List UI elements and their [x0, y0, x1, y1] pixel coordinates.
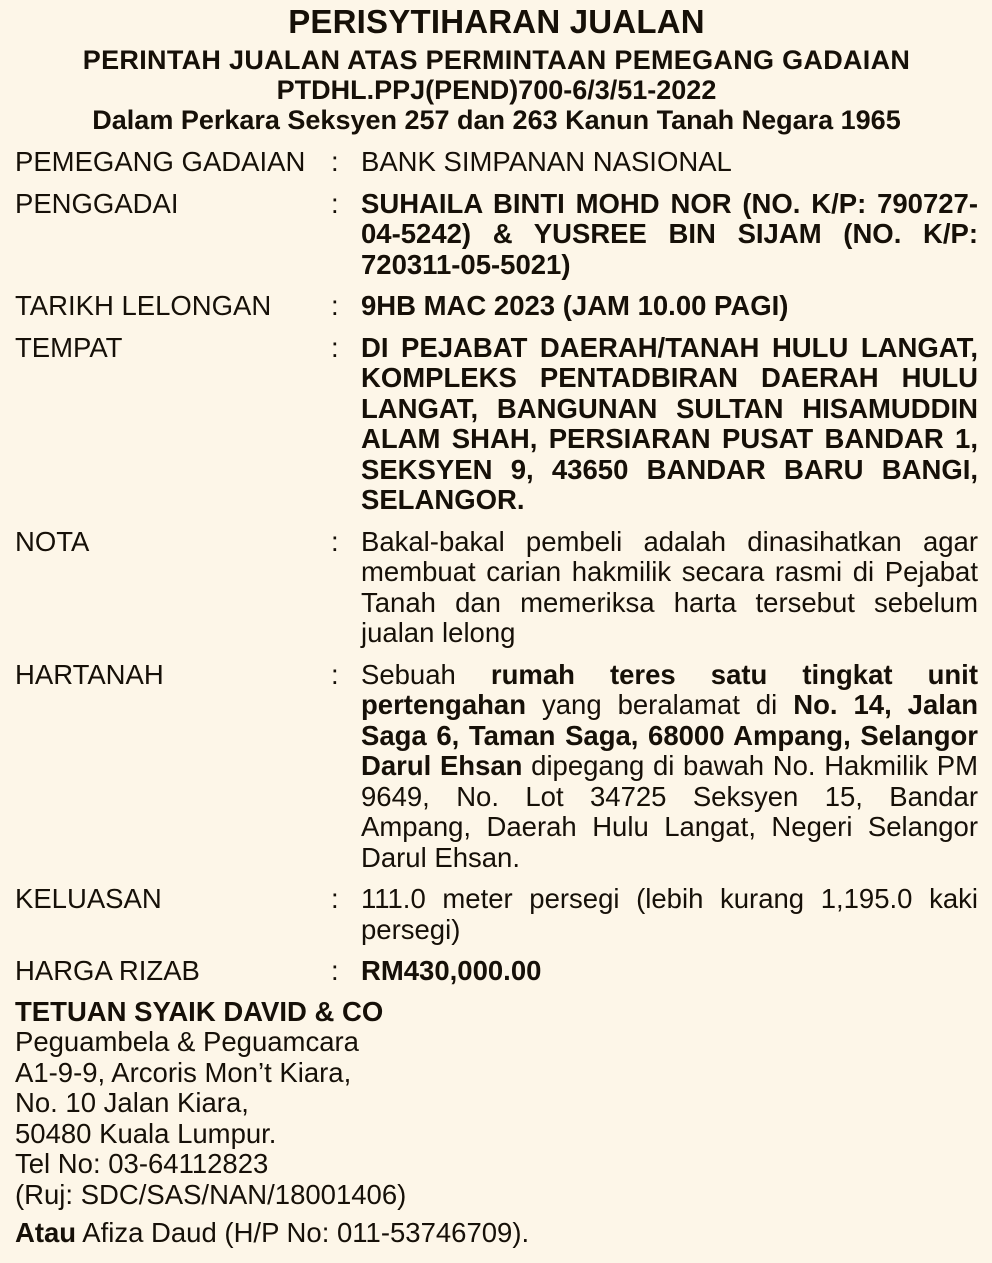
chargor-label: PENGGADAI	[15, 187, 179, 219]
area-label: KELUASAN	[15, 883, 162, 914]
solicitor-address-line3: 50480 Kuala Lumpur.	[15, 1117, 277, 1149]
row-auction-date	[15, 291, 978, 322]
solicitor-reference: (Ruj: SDC/SAS/NAN/18001406)	[15, 1178, 407, 1210]
venue-label: TEMPAT	[15, 331, 123, 363]
separator: :	[331, 525, 339, 557]
property-type: rumah teres satu tingkat unit pertengahan	[361, 658, 978, 720]
property-text-intro: Sebuah	[361, 658, 491, 690]
property-text-address-intro: yang beralamat di	[526, 689, 794, 720]
row-chargor	[15, 189, 978, 281]
solicitor-address-line2: No. 10 Jalan Kiara,	[15, 1087, 249, 1118]
separator: :	[331, 290, 339, 321]
row-area	[15, 884, 978, 945]
note-value: Bakal-bakal pembeli adalah dinasihatkan agar membuat carian hakmilik secara rasmi di Pejabat Tanah dan memeriksa harta tersebut sebelum jualan lelong	[361, 525, 978, 648]
solicitor-address-line1: A1-9-9, Arcoris Mon’t Kiara,	[15, 1056, 352, 1088]
details-list	[15, 147, 978, 987]
alternate-contact-prefix: Atau	[15, 1217, 77, 1248]
row-reserve-price	[15, 956, 978, 987]
solicitor-role: Peguambela & Peguamcara	[15, 1026, 359, 1057]
row-chargee	[15, 147, 978, 178]
separator: :	[331, 331, 339, 363]
solicitor-tel: Tel No: 03-64112823	[15, 1148, 269, 1179]
note-label: NOTA	[15, 525, 90, 557]
alternate-contact-text: Afiza Daud (H/P No: 011-53746709).	[76, 1217, 530, 1248]
reserve-price-value: RM430,000.00	[361, 955, 542, 986]
separator: :	[331, 146, 339, 177]
chargee-label: PEMEGANG GADAIAN	[15, 146, 306, 177]
separator: :	[331, 955, 339, 986]
property-label: HARTANAH	[15, 658, 164, 690]
solicitor-name: TETUAN SYAIK DAVID & CO	[15, 995, 384, 1027]
separator: :	[331, 658, 339, 690]
chargee-value: BANK SIMPANAN NASIONAL	[361, 146, 732, 177]
area-value: 111.0 meter persegi (lebih kurang 1,195.0 kaki persegi)	[361, 883, 978, 945]
property-address: No. 14, Jalan Saga 6, Taman Saga, 68000 Ampang, Selangor Darul Ehsan	[361, 689, 978, 781]
notice-subtitle: PERINTAH JUALAN ATAS PERMINTAAN PEMEGANG GADAIAN	[82, 45, 911, 75]
reserve-price-label: HARGA RIZAB	[15, 955, 200, 986]
row-property	[15, 660, 978, 874]
statute-reference: Dalam Perkara Seksyen 257 dan 263 Kanun Tanah Negara 1965	[92, 105, 901, 135]
property-title-details: dipegang di bawah No. Hakmilik PM 9649, No. Lot 34725 Seksyen 15, Bandar Ampang, Daerah Hulu Langat, Negeri Selangor Darul Ehsan.	[361, 750, 978, 873]
alternate-contact	[15, 1218, 978, 1249]
reference-number: PTDHL.PPJ(PEND)700-6/3/51-2022	[276, 75, 717, 105]
separator: :	[331, 883, 339, 914]
solicitor-block	[15, 997, 978, 1211]
notice-title: PERISYTIHARAN JUALAN	[288, 3, 705, 40]
property-value	[361, 660, 978, 874]
chargor-value: SUHAILA BINTI MOHD NOR (NO. K/P: 790727-04-5242) & YUSREE BIN SIJAM (NO. K/P: 720311-05-5021)	[361, 187, 978, 280]
auction-date-label: TARIKH LELONGAN	[15, 290, 272, 321]
venue-value: DI PEJABAT DAERAH/TANAH HULU LANGAT, KOMPLEKS PENTADBIRAN DAERAH HULU LANGAT, BANGUNAN SULTAN HISAMUDDIN ALAM SHAH, PERSIARAN PUSAT BANDAR 1, SEKSYEN 9, 43650 BANDAR BARU BANGI, SELANGOR.	[361, 331, 978, 515]
row-note	[15, 527, 978, 649]
row-venue	[15, 333, 978, 516]
separator: :	[331, 187, 339, 219]
auction-date-value: 9HB MAC 2023 (JAM 10.00 PAGI)	[361, 290, 789, 321]
